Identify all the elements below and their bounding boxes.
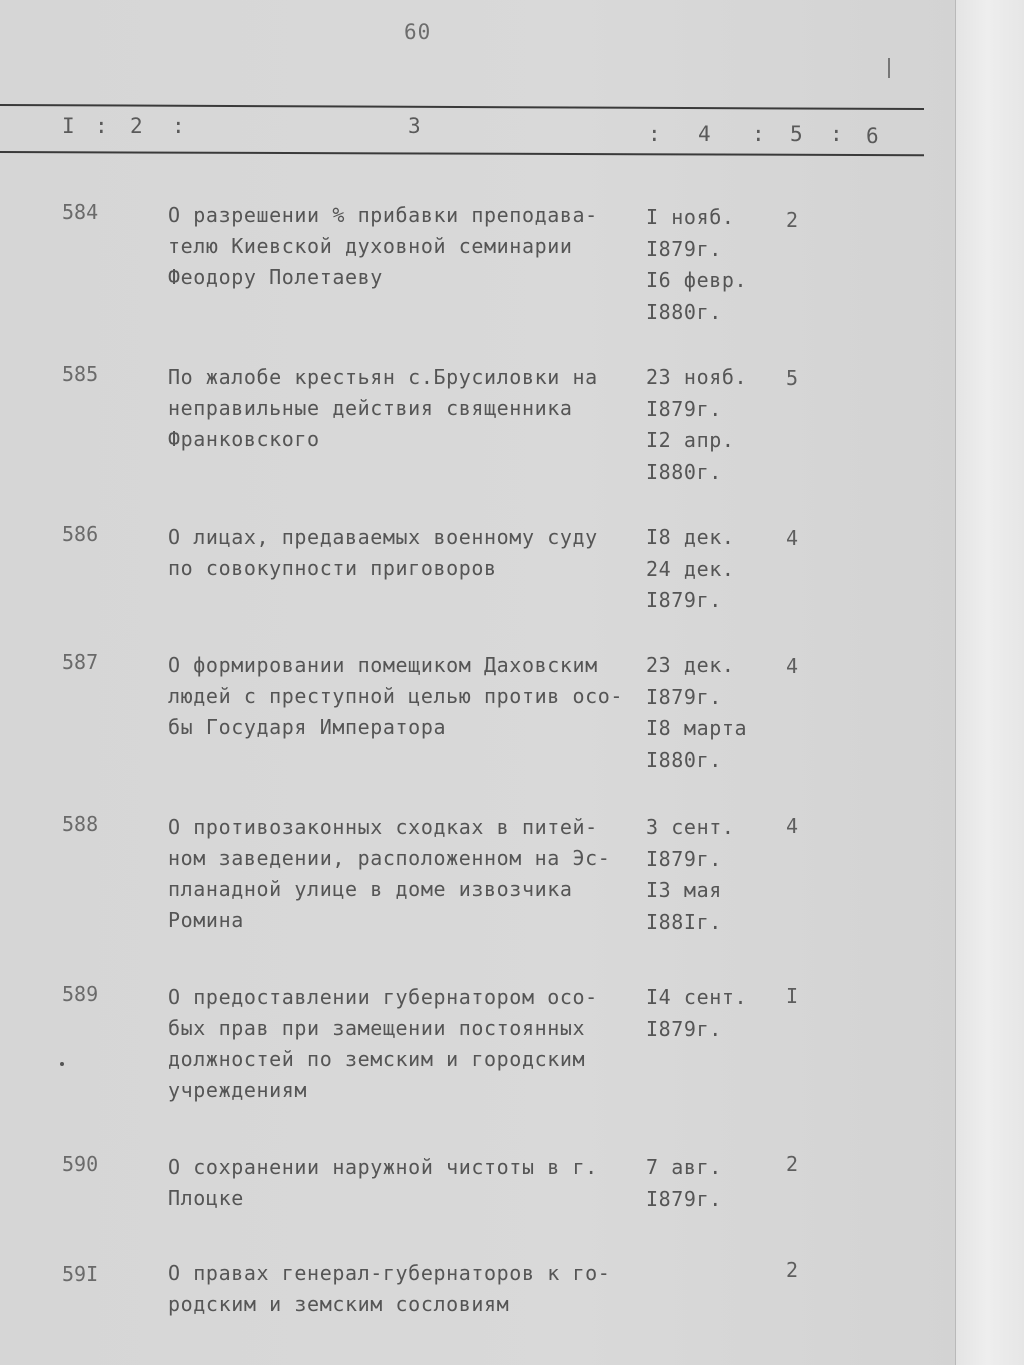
underlying-page-edge (955, 0, 1024, 1365)
entry-title (168, 362, 638, 455)
entry-title (168, 650, 638, 743)
entry-sheet-count: 4 (786, 526, 799, 550)
entry-dates (646, 202, 747, 328)
entry-date-line: I4 сент. (646, 985, 748, 1009)
column-header-6: 6 (866, 124, 879, 148)
column-separator: : (648, 122, 661, 146)
entry-date-line: 24 дек. (646, 556, 735, 581)
entry-dates (646, 1152, 722, 1215)
entry-title-line: ном заведении, расположенном на Эс- (168, 846, 611, 870)
entry-title-line: планадной улице в доме извозчика (168, 877, 573, 901)
entry-sheet-count: I (786, 984, 799, 1008)
entry-sheet-count: 2 (786, 208, 799, 232)
entry-number: 585 (62, 362, 99, 386)
entry-title-line: телю Киевской духовной семинарии (168, 234, 573, 258)
entry-title-line: Ромина (168, 908, 244, 932)
page-number: 60 (404, 20, 432, 44)
entry-date-line: I879г. (646, 236, 722, 261)
entry-date-line: 3 сент. (646, 815, 735, 839)
entry-title-line: бых прав при замещении постоянных (168, 1016, 586, 1040)
entry-date-line: I88Iг. (646, 909, 722, 934)
entry-dates (646, 812, 735, 938)
entry-sheet-count: 4 (786, 814, 799, 838)
entry-date-line: I879г. (646, 588, 722, 612)
column-separator: : (172, 114, 185, 138)
column-separator: : (95, 114, 108, 138)
entry-title-line: О формировании помещиком Даховским (168, 653, 598, 677)
margin-dot (60, 1062, 64, 1066)
entry-title-line: по совокупности приговоров (168, 556, 497, 580)
entry-date-line: I879г. (646, 396, 722, 421)
entry-date-line: I879г. (646, 1016, 722, 1041)
column-separator: : (830, 122, 843, 146)
column-separator: : (752, 122, 765, 146)
entry-title (168, 1258, 638, 1320)
entry-number: 590 (62, 1152, 99, 1176)
entry-title-line: По жалобе крестьян с.Брусиловки на (168, 365, 598, 389)
column-header-2: 2 (130, 114, 143, 138)
entry-date-line: I6 февр. (646, 268, 748, 292)
entry-date-line: I880г. (646, 747, 722, 772)
entry-date-line: I8 дек. (646, 525, 735, 549)
entry-title-line: О предоставлении губернатором осо- (168, 985, 598, 1009)
entry-title-line: Франковского (168, 427, 320, 451)
entry-title-line: О противозаконных сходках в питей- (168, 815, 598, 839)
entry-dates (646, 362, 747, 488)
entry-title (168, 982, 638, 1106)
entry-date-line: I879г. (646, 684, 722, 709)
entry-number: 584 (62, 200, 99, 224)
entry-title-line: О разрешении % прибавки преподава- (168, 203, 598, 227)
entry-date-line: 23 дек. (646, 653, 735, 677)
entry-number: 586 (62, 522, 99, 546)
entry-dates (646, 650, 747, 776)
column-header-1: I (62, 114, 75, 138)
entry-title-line: людей с преступной целью против осо- (168, 684, 624, 708)
column-header-5: 5 (790, 122, 803, 146)
entry-sheet-count: 4 (786, 654, 799, 678)
entry-dates (646, 982, 747, 1045)
entry-sheet-count: 2 (786, 1152, 799, 1176)
entry-title-line: О лицах, предаваемых военному суду (168, 525, 598, 549)
entry-title-line: учреждениям (168, 1078, 308, 1102)
entry-date-line: I8 марта (646, 716, 748, 740)
entry-date-line: I880г. (646, 459, 722, 484)
entry-title-line: неправильные действия священника (168, 396, 573, 420)
entry-date-line: I879г. (646, 1186, 722, 1211)
entry-date-line: I2 апр. (646, 428, 735, 452)
entry-title-line: родским и земским сословиям (168, 1292, 510, 1316)
entry-title-line: О правах генерал-губернаторов к го- (168, 1261, 611, 1285)
entry-number: 59I (62, 1262, 99, 1286)
entry-title-line: Феодору Полетаеву (168, 265, 383, 289)
entry-title (168, 200, 638, 293)
entry-date-line: I879г. (646, 846, 722, 871)
margin-mark (888, 58, 890, 78)
entry-title-line: должностей по земским и городским (168, 1047, 586, 1071)
column-header-4: 4 (698, 122, 711, 146)
entry-title (168, 812, 638, 936)
entry-date-line: I нояб. (646, 205, 735, 229)
entry-title-line: бы Государя Императора (168, 715, 447, 739)
entry-title-line: О сохранении наружной чистоты в г. (168, 1155, 598, 1179)
entry-date-line: 7 авг. (646, 1155, 722, 1179)
entry-title (168, 522, 638, 584)
entry-number: 587 (62, 650, 99, 674)
entry-date-line: I880г. (646, 299, 722, 324)
entry-date-line: I3 мая (646, 878, 722, 902)
entry-number: 588 (62, 812, 99, 836)
column-header-3: 3 (408, 114, 421, 138)
entry-sheet-count: 5 (786, 366, 799, 390)
entry-sheet-count: 2 (786, 1258, 799, 1282)
entry-number: 589 (62, 982, 99, 1006)
entry-title (168, 1152, 638, 1214)
entry-title-line: Плоцке (168, 1186, 244, 1210)
entry-date-line: 23 нояб. (646, 365, 748, 389)
entry-dates (646, 522, 735, 617)
